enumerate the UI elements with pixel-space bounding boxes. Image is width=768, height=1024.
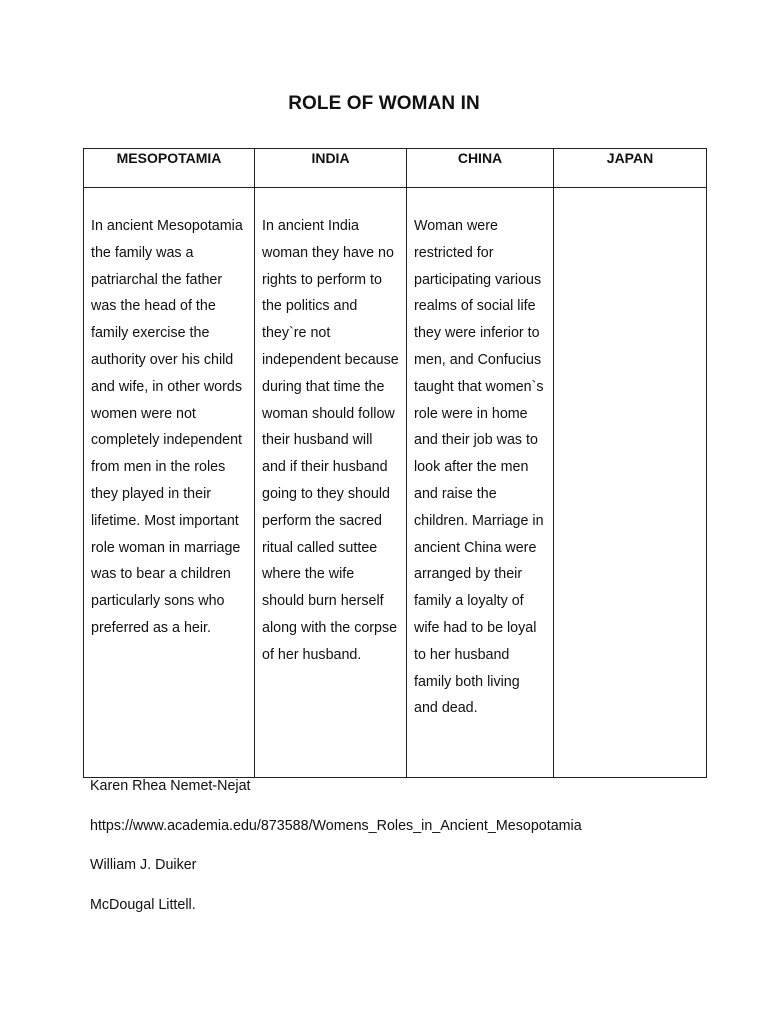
table-row — [84, 188, 707, 778]
reference-publisher: McDougal Littell. — [90, 896, 196, 913]
cell-mesopotamia: In ancient Mesopotamia the family was a patriarchal the father was the head of the family exercise the authority over his child and wife, in other words women were not completely independent from men in the roles they played in their lifetime. Most important role woman in marriage was to bear a children particularly sons who preferred as a heir. — [84, 188, 255, 778]
reference-author-1: Karen Rhea Nemet-Nejat — [90, 778, 251, 794]
header-india: INDIA — [255, 149, 407, 188]
header-china: CHINA — [407, 149, 554, 188]
reference-url: https://www.academia.edu/873588/Womens_Roles_in_Ancient_Mesopotamia — [90, 817, 582, 834]
header-mesopotamia: MESOPOTAMIA — [84, 149, 255, 188]
comparison-table — [83, 148, 707, 778]
cell-india: In ancient India woman they have no rights to perform to the politics and they`re not independent because during that time the woman should follow their husband will and if their husband going to they should perform the sacred ritual called suttee where the wife should burn herself along with the corpse of her husband. — [255, 188, 407, 778]
references-list — [90, 776, 582, 934]
cell-china: Woman were restricted for participating various realms of social life they were inferior to men, and Confucius taught that women`s role were in home and their job was to look after the men and raise the children. Marriage in ancient China were arranged by their family a loyalty of wife had to be loyal to her husband family both living and dead. — [407, 188, 554, 778]
cell-japan — [554, 188, 707, 778]
reference-author-2: William J. Duiker — [90, 857, 197, 873]
table-header-row — [84, 149, 707, 188]
document-title: ROLE OF WOMAN IN — [288, 93, 480, 114]
header-japan: JAPAN — [554, 149, 707, 188]
